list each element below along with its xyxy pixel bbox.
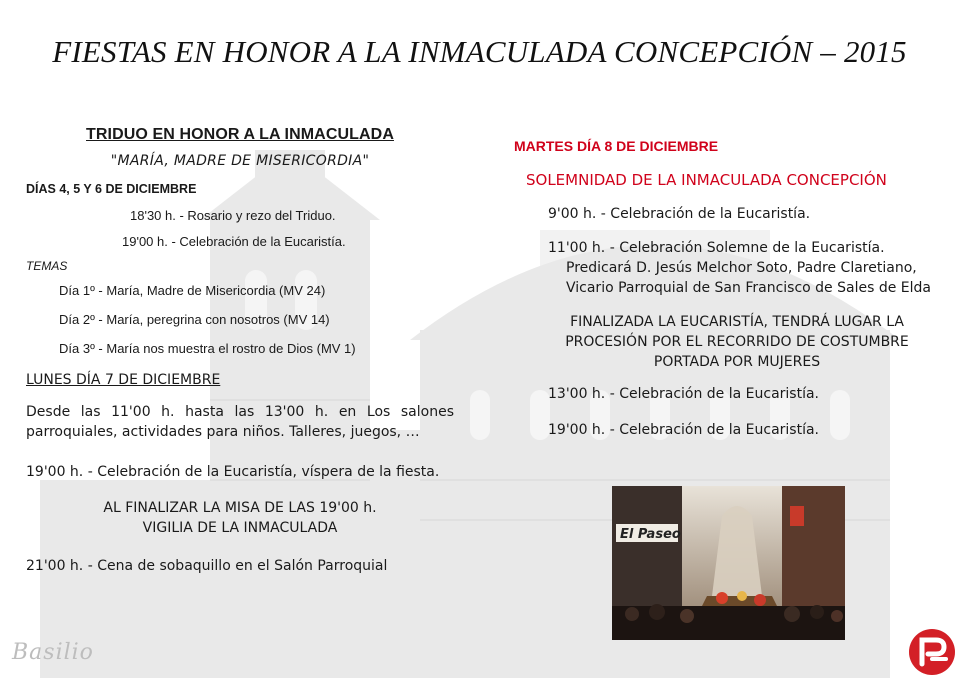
martes-heading: MARTES DÍA 8 DE DICIEMBRE: [514, 138, 719, 154]
predicador-line: Vicario Parroquial de San Francisco de Sales de Elda: [566, 280, 931, 296]
left-column: [26, 126, 454, 574]
triduo-subtitle: "MARÍA, MADRE DE MISERICORDIA": [110, 153, 370, 169]
predicador-line: Predicará D. Jesús Melchor Soto, Padre Claretiano,: [566, 260, 917, 276]
procesion-line: PORTADA POR MUJERES: [653, 354, 821, 370]
page-title: FIESTAS EN HONOR A LA INMACULADA CONCEPCIÓN – 2015: [52, 34, 907, 69]
tema-item: Día 2º - María, peregrina con nosotros (MV 14): [59, 312, 330, 327]
procesion-line: FINALIZADA LA EUCARISTÍA, TENDRÁ LUGAR LA: [570, 314, 904, 330]
procesion-line: PROCESIÓN POR EL RECORRIDO DE COSTUMBRE: [565, 334, 909, 350]
temas-label: TEMAS: [26, 259, 68, 273]
procession-photo: [612, 486, 845, 640]
schedule-item: 9'00 h. - Celebración de la Eucaristía.: [548, 206, 811, 222]
shop-sign-text: El Paseo: [620, 527, 681, 542]
lunes-heading: LUNES DÍA 7 DE DICIEMBRE: [26, 372, 221, 388]
tema-item: Día 3º - María nos muestra el rostro de Dios (MV 1): [59, 341, 356, 356]
vispera-item: 19'00 h. - Celebración de la Eucaristía, víspera de la fiesta.: [26, 464, 440, 480]
vigilia-block: [26, 498, 454, 538]
schedule-item: 11'00 h. - Celebración Solemne de la Eucaristía.: [548, 240, 885, 256]
procession-photo-art: [612, 486, 845, 640]
lunes-activities: Desde las 11'00 h. hasta las 13'00 h. en Los salones parroquiales, actividades para niños. Talleres, juegos, …: [26, 404, 454, 440]
right-column: [512, 138, 942, 438]
schedule-item: 18'30 h. - Rosario y rezo del Triduo.: [130, 208, 336, 223]
vigilia-line: AL FINALIZAR LA MISA DE LAS 19'00 h.: [103, 500, 377, 516]
cena-item: 21'00 h. - Cena de sobaquillo en el Salón Parroquial: [26, 558, 388, 574]
procesion-block: [532, 312, 942, 372]
schedule-item: 13'00 h. - Celebración de la Eucaristía.: [548, 386, 820, 402]
solemne-block: [548, 238, 942, 298]
artist-signature: Basilio: [12, 640, 94, 665]
triduo-heading: TRIDUO EN HONOR A LA INMACULADA: [86, 126, 394, 143]
parish-logo-icon: [908, 628, 956, 676]
schedule-item: 19'00 h. - Celebración de la Eucaristía.: [122, 234, 346, 249]
dias-heading: DÍAS 4, 5 Y 6 DE DICIEMBRE: [26, 182, 197, 196]
schedule-item: 19'00 h. - Celebración de la Eucaristía.: [548, 422, 820, 438]
vigilia-line: VIGILIA DE LA INMACULADA: [142, 520, 338, 536]
solemnidad-heading: SOLEMNIDAD DE LA INMACULADA CONCEPCIÓN: [526, 171, 887, 189]
tema-item: Día 1º - María, Madre de Misericordia (MV 24): [59, 283, 326, 298]
